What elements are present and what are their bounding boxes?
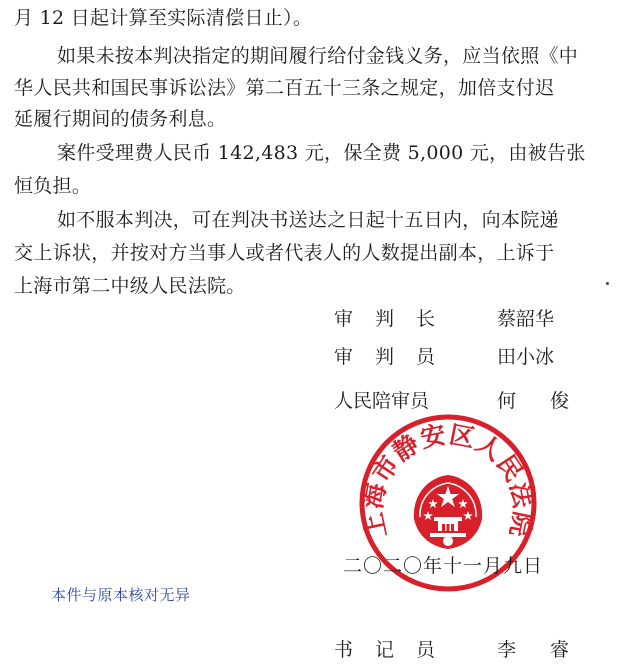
national-emblem-icon xyxy=(414,475,482,549)
text-line-2: 如果未按本判决指定的期间履行给付金钱义务，应当依照《中 xyxy=(57,45,579,67)
text-line-7: 如不服本判决，可在判决书送达之日起十五日内，向本院递 xyxy=(57,209,559,231)
stray-dot xyxy=(606,282,609,285)
presiding-judge-label: 审判长 xyxy=(334,308,458,330)
text-line-4: 延履行期间的债务利息。 xyxy=(14,108,227,130)
clerk-label: 书记员 xyxy=(334,639,458,661)
judgment-date: 二〇二〇年十一月九日 xyxy=(343,555,544,577)
judge-label: 审判员 xyxy=(334,346,458,368)
juror-name: 何 俊 xyxy=(497,390,584,412)
seal-text: 上海市静安区人民法院 xyxy=(358,419,538,541)
text-line-8: 交上诉状，并按对方当事人或者代表人的人数提出副本，上诉于 xyxy=(14,242,555,264)
text-line-6: 恒负担。 xyxy=(14,175,92,197)
text-line-3: 华人民共和国民事诉讼法》第二百五十三条之规定，加倍支付迟 xyxy=(14,77,555,99)
text-line-5: 案件受理费人民币 142,483 元，保全费 5,000 元，由被告张 xyxy=(57,142,586,164)
text-line-1: 月 12 日起计算至实际清偿日止）。 xyxy=(14,7,313,29)
clerk-name: 李 睿 xyxy=(497,639,584,661)
certification-stamp: 本件与原本核对无异 xyxy=(51,586,191,604)
judge-name: 田小冰 xyxy=(497,346,555,368)
presiding-judge-name: 蔡韶华 xyxy=(497,308,555,330)
text-line-9: 上海市第二中级人民法院。 xyxy=(14,275,246,297)
juror-label: 人民陪审员 xyxy=(334,390,430,412)
